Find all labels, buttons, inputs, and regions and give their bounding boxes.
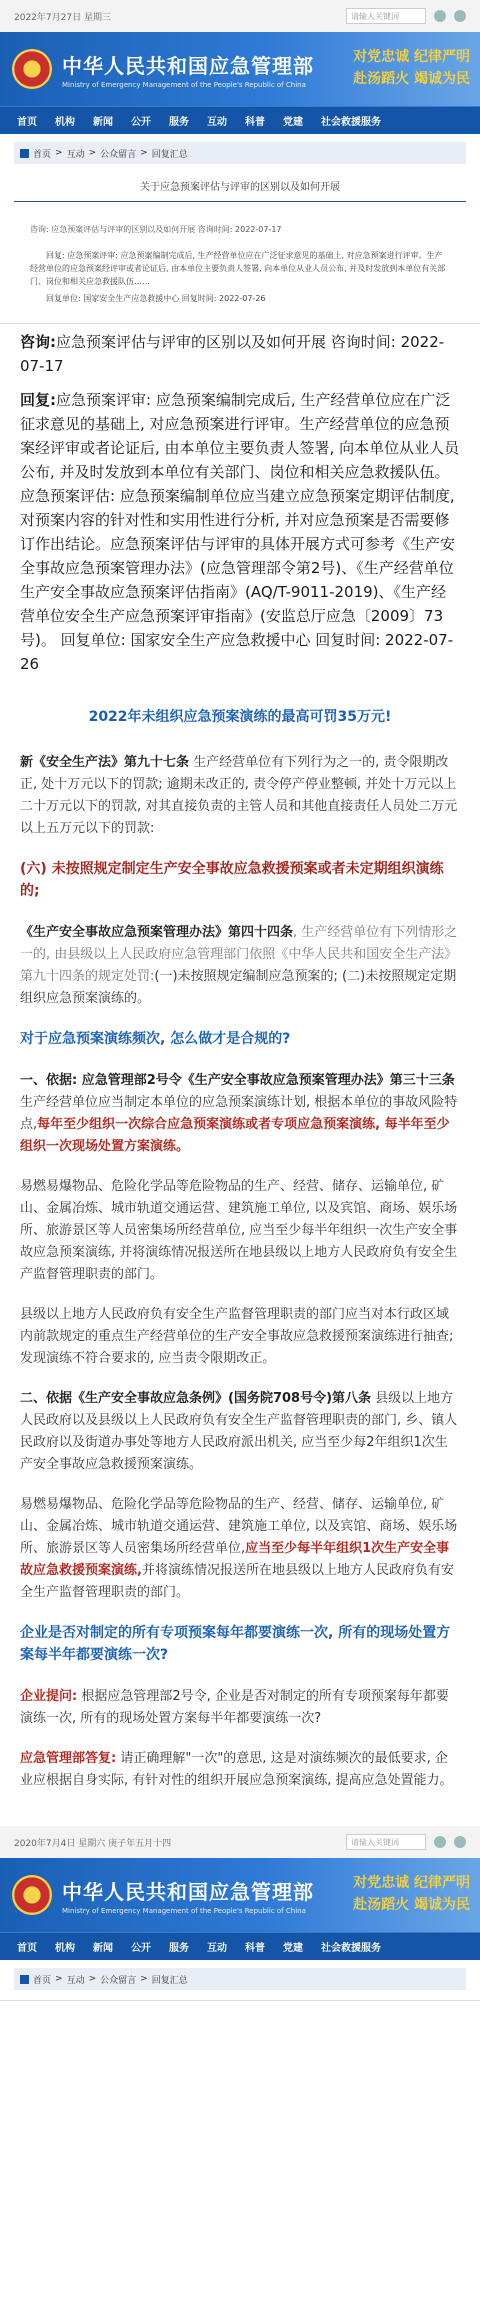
search-input[interactable]: 请输入关键词 — [346, 8, 426, 24]
doc-meta: 咨询: 应急预案评估与评审的区别以及如何开展 咨询时间: 2022-07-17 — [30, 225, 282, 234]
doc-body: 回复: 应急预案评审: 应急预案编制完成后, 生产经营单位应在广泛征求意见的基础上, 对应急预案进行评审。生产经营单位的应急预案经评审或者论证后, 由本单位主要负责人签署, 向本单位从业人员公布, 并及时发放到本单位有关部门、岗位和相关应急救援队伍…… — [30, 251, 446, 286]
breadcrumb-home[interactable]: 首页 — [33, 1975, 52, 1986]
divider — [14, 201, 466, 202]
doc-reply-footer: 回复单位: 国家安全生产应急救援中心 回复时间: 2022-07-26 — [46, 294, 266, 303]
nav-item-rescue[interactable]: 社会救援服务 — [321, 117, 381, 128]
breadcrumb-2: 首页 > 互动 > 公众留言 > 回复汇总 — [14, 1968, 466, 1990]
p11-text: 根据应急管理部2号令, 企业是否对制定的所有专项预案每年都要演练一次, 所有的现场处置方案每半年都要演练一次? — [20, 1689, 449, 1726]
nav-item-home[interactable]: 首页 — [17, 117, 37, 128]
p8-bold: 二、依据《生产安全事故应急条例》(国务院708号令)第八条 — [20, 1391, 372, 1406]
article-p6: 易燃易爆物品、危险化学品等危险物品的生产、经营、储存、运输单位, 矿山、金属冶炼、城市轨道交通运营、建筑施工单位, 以及宾馆、商场、娱乐场所、旅游景区等人员密集场所经营单位, 应当至少每半年组织一次生产安全事故应急预案演练, 并将演练情况报送所在地县级以上地方人民政府负有安全生产监督管理职责的部门。 — [20, 1179, 458, 1282]
answer — [20, 388, 460, 676]
question — [20, 330, 460, 378]
p1-text: 生产经营单位有下列行为之一的, 责令限期改正, 处十万元以下的罚款; 逾期未改正的, 责令停产停业整顿, 并处十万元以上二十万元以下的罚款, 对其直接负责的主管人员和其他直接责任人员处二万元以上五万元以下的罚款: — [20, 755, 458, 836]
weibo-icon[interactable] — [434, 1836, 446, 1848]
site-title-en: Ministry of Emergency Management of the People's Republic of China — [62, 80, 306, 89]
nav-item-org[interactable]: 机构 — [55, 1943, 75, 1954]
p3-bold: 《生产安全事故应急预案管理办法》第四十四条 — [20, 925, 294, 940]
breadcrumb-interact[interactable]: 互动 — [66, 1975, 85, 1986]
site-title: 中华人民共和国应急管理部 — [62, 53, 314, 78]
top-bar-2 — [0, 1826, 480, 1858]
breadcrumb: 首页 > 互动 > 公众留言 > 回复汇总 — [14, 142, 466, 164]
p3-grey: , 生产经营单位有下列情形之一的, 由县级以上人民政府应急管理部门依照《中华人民共和国安全生产法》第九十四条的规定处罚: — [20, 925, 458, 984]
top-bar — [0, 0, 480, 32]
national-emblem-icon — [12, 49, 52, 89]
p5-red: 每年至少组织一次综合应急预案演练或者专项应急预案演练, 每半年至少组织一次现场处置方案演练。 — [20, 1117, 450, 1154]
site-title-2: 中华人民共和国应急管理部 — [62, 1879, 314, 1904]
article-p2: (六) 未按照规定制定生产安全事故应急救援预案或者未定期组织演练的; — [20, 861, 444, 899]
main-nav — [0, 106, 480, 134]
article-p11 — [20, 1686, 460, 1730]
p9-red: 应当至少每半年组织1次生产安全事故应急救援预案演练, — [20, 1541, 450, 1578]
article-p12 — [20, 1748, 460, 1792]
question-text: 应急预案评估与评审的区别以及如何开展 咨询时间: 2022-07-17 — [20, 333, 445, 375]
ministry-page-screenshot-2 — [0, 1826, 480, 2001]
article-p4: 对于应急预案演练频次, 怎么做才是合规的? — [20, 1031, 291, 1047]
slogan-line-1: 对党忠诚 纪律严明 — [353, 1875, 470, 1891]
p8-text: 县级以上地方人民政府以及县级以上人民政府负有安全生产监督管理职责的部门, 乡、镇人民政府以及街道办事处等地方人民政府派出机关, 应当至少每2年组织1次生产安全事故应急救援预案演练。 — [20, 1391, 458, 1472]
p9-text: 易燃易爆物品、危险化学品等危险物品的生产、经营、储存、运输单位, 矿山、金属冶炼、城市轨道交通运营、建筑施工单位, 以及宾馆、商场、娱乐场所、旅游景区等人员密集场所经营单位, — [20, 1497, 458, 1556]
p5-text: 生产经营单位应当制定本单位的应急预案演练计划, 根据本单位的事故风险特点, — [20, 1095, 458, 1132]
site-title-en-2: Ministry of Emergency Management of the People's Republic of China — [62, 1906, 306, 1915]
article-p1 — [20, 752, 460, 840]
nav-item-rescue[interactable]: 社会救援服务 — [321, 1943, 381, 1954]
nav-item-public[interactable]: 公开 — [131, 1943, 151, 1954]
search-input-2[interactable]: 请输入关键词 — [346, 1834, 426, 1850]
nav-item-science[interactable]: 科普 — [245, 1943, 265, 1954]
nav-item-news[interactable]: 新闻 — [93, 117, 113, 128]
slogan — [353, 46, 470, 90]
nav-item-news[interactable]: 新闻 — [93, 1943, 113, 1954]
p11-red: 企业提问: — [20, 1689, 78, 1704]
nav-item-public[interactable]: 公开 — [131, 117, 151, 128]
nav-item-service[interactable]: 服务 — [169, 1943, 189, 1954]
qa-section — [0, 324, 480, 676]
main-nav-2 — [0, 1932, 480, 1960]
article-title: 2022年未组织应急预案演练的最高可罚35万元! — [88, 709, 392, 725]
site-banner-2 — [0, 1858, 480, 1932]
breadcrumb-replies[interactable]: 回复汇总 — [151, 149, 188, 160]
site-banner — [0, 32, 480, 106]
answer-text: 应急预案评审: 应急预案编制完成后, 生产经营单位应在广泛征求意见的基础上, 对应急预案进行评审。生产经营单位的应急预案经评审或者论证后, 由本单位主要负责人签署, 向本单位从业人员公布, 并及时发放到本单位有关部门、岗位和相关应急救援队伍。应急预案评估: 应急预案编制单位应当建立应急预案定期评估制度, 对预案内容的针对性和实用性进行分析, 并对应急预案是否需要修订作出结论。应急预案评估与评审的具体开展方式可参考《生产安全事故应急预案管理办法》(应急管理部令第2号)、《生产经营单位生产安全事故应急预案评估指南》(AQ/T-9011-2019)、《生产经营单位安全生产应急预案评审指南》(安监总厅应急〔2009〕73号)。 回复单位: 国家安全生产应急救援中心 回复时间: 2022-07-26 — [20, 391, 460, 673]
p3-tail: (一)未按照规定编制应急预案的; (二)未按照规定定期组织应急预案演练的。 — [20, 969, 457, 1006]
p12-red: 应急管理部答复: — [20, 1751, 117, 1766]
top-date: 2022年7月27日 星期三 — [14, 12, 111, 23]
question-label: 咨询: — [20, 333, 56, 351]
top-date-2: 2020年7月4日 星期六 庚子年五月十四 — [14, 1838, 172, 1849]
article — [0, 686, 480, 1820]
breadcrumb-replies[interactable]: 回复汇总 — [151, 1975, 188, 1986]
slogan-2 — [353, 1872, 470, 1916]
breadcrumb-home[interactable]: 首页 — [33, 149, 52, 160]
nav-item-org[interactable]: 机构 — [55, 117, 75, 128]
ministry-page-screenshot-1 — [0, 0, 480, 324]
breadcrumb-interact[interactable]: 互动 — [66, 149, 85, 160]
doc-title: 关于应急预案评估与评审的区别以及如何开展 — [140, 182, 340, 193]
article-p5 — [20, 1070, 460, 1158]
national-emblem-icon — [12, 1875, 52, 1915]
nav-item-interact[interactable]: 互动 — [207, 117, 227, 128]
article-p3 — [20, 922, 460, 1010]
answer-label: 回复: — [20, 391, 56, 409]
home-icon — [20, 149, 29, 158]
article-p9 — [20, 1494, 460, 1604]
article-p7: 县级以上地方人民政府负有安全生产监督管理职责的部门应当对本行政区域内前款规定的重点生产经营单位的生产安全事故应急救援预案演练进行抽查; 发现演练不符合要求的, 应当责令限期改正。 — [20, 1307, 454, 1366]
nav-item-interact[interactable]: 互动 — [207, 1943, 227, 1954]
nav-item-home[interactable]: 首页 — [17, 1943, 37, 1954]
breadcrumb-messages[interactable]: 公众留言 — [100, 1975, 137, 1986]
breadcrumb-messages[interactable]: 公众留言 — [100, 149, 137, 160]
article-p10: 企业是否对制定的所有专项预案每年都要演练一次, 所有的现场处置方案每半年都要演练一次? — [20, 1625, 451, 1663]
p9-tail: 并将演练情况报送所在地县级以上地方人民政府负有安全生产监督管理职责的部门。 — [20, 1563, 454, 1600]
wechat-icon[interactable] — [454, 10, 466, 22]
slogan-line-1: 对党忠诚 纪律严明 — [353, 49, 470, 65]
p5-bold: 一、依据: 应急管理部2号令《生产安全事故应急预案管理办法》第三十三条 — [20, 1073, 455, 1088]
slogan-line-2: 赴汤蹈火 竭诚为民 — [353, 71, 470, 87]
slogan-line-2: 赴汤蹈火 竭诚为民 — [353, 1897, 470, 1913]
nav-item-science[interactable]: 科普 — [245, 117, 265, 128]
nav-item-party[interactable]: 党建 — [283, 117, 303, 128]
p12-text: 请正确理解"一次"的意思, 这是对演练频次的最低要求, 企业应根据自身实际, 有针对性的组织开展应急预案演练, 提高应急处置能力。 — [20, 1751, 453, 1788]
nav-item-party[interactable]: 党建 — [283, 1943, 303, 1954]
article-p8 — [20, 1388, 460, 1476]
home-icon — [20, 1975, 29, 1984]
p1-bold: 新《安全生产法》第九十七条 — [20, 755, 190, 770]
nav-item-service[interactable]: 服务 — [169, 117, 189, 128]
weibo-icon[interactable] — [434, 10, 446, 22]
wechat-icon[interactable] — [454, 1836, 466, 1848]
